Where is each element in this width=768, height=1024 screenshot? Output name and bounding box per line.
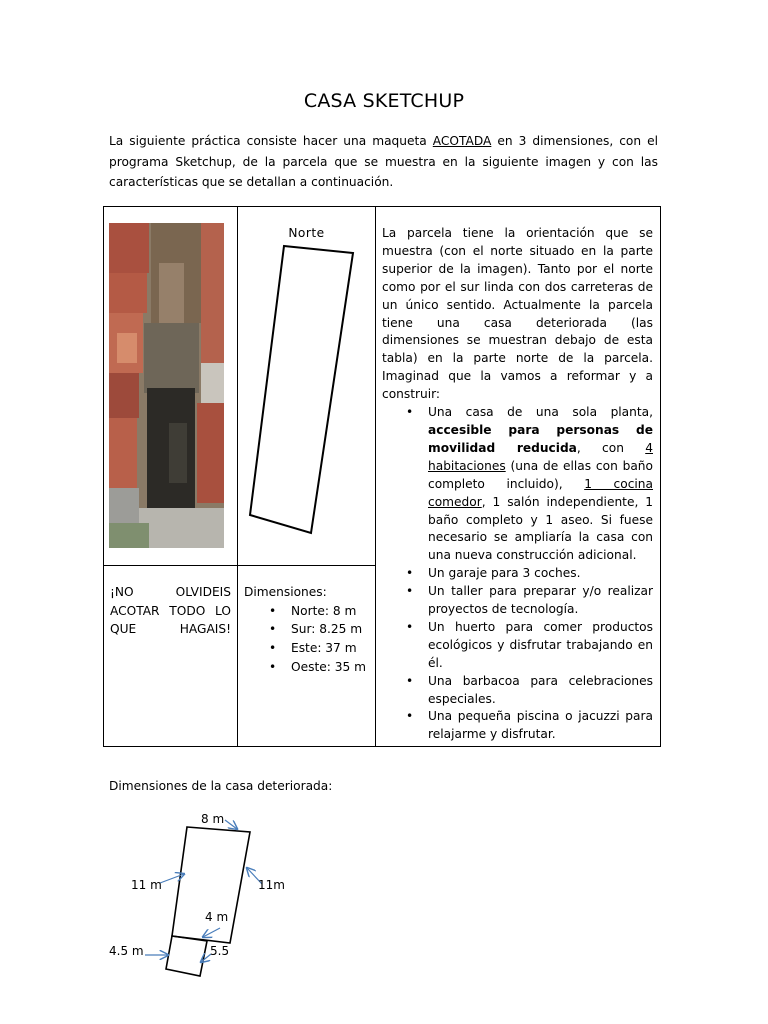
intro-underlined: ACOTADA [432,134,492,148]
list-item: • Sur: 8.25 m [291,620,366,639]
parcel-outline [238,240,375,540]
intro-text-1: La siguiente práctica consiste hacer una maqueta [109,134,433,148]
list-item: • Norte: 8 m [291,602,366,621]
dimensions-block [244,583,366,677]
list-item: • Este: 37 m [291,639,366,658]
intro-text-2: en 3 dimensiones, con el programa Sketchup, de la parcela que se muestra en la siguiente imagen y con las características que se detallan a continuación. [109,134,658,189]
description-paragraph: La parcela tiene la orientación que se muestra (con el norte situado en la parte superior de la imagen). Tanto por el norte como por el sur linda con dos carreteras de un único sentido. Actualmente la parcela tiene una casa deteriorada (las dimensiones se muestran debajo de esta tabla) en la parte norte de la parcela. Imaginad que la vamos a reformar y a construir: [382,226,653,402]
list-item: • Oeste: 35 m [291,658,366,677]
list-item: • Una pequeña piscina o jacuzzi para relajarme y disfrutar. [428,708,653,744]
north-label: Norte [288,226,325,240]
label-right: 11m [258,878,285,892]
label-left: 11 m [131,878,162,892]
house-diagram [100,800,300,990]
label-bottom-left: 4.5 m [109,944,144,958]
intro-paragraph [109,131,658,193]
list-item: • Una casa de una sola planta, accesible para personas de movilidad reducida, con 4 habitaciones (una de ellas con baño completo incluido), 1 cocina comedor, 1 salón independiente, 1 baño completo y 1 aseo. Si fuese necesario se ampliaría la casa con una nueva construcción adicional. [428,404,653,565]
dimensions-list [244,602,366,677]
house-heading: Dimensiones de la casa deteriorada: [109,779,333,793]
list-item: • Un huerto para comer productos ecológicos y disfrutar trabajando en él. [428,619,653,673]
label-bottom-right: 5.5 [210,944,230,958]
dimensions-heading: Dimensiones: [244,585,327,599]
warning-note: ¡NO OLVIDEIS ACOTAR TODO LO QUE HAGAIS! [110,585,231,637]
label-inner: 4 m [205,910,229,924]
page-title: CASA SKETCHUP [303,90,465,112]
requirements-list [382,404,653,744]
list-item: • Un garaje para 3 coches. [428,565,653,583]
list-item: • Una barbacoa para celebraciones especiales. [428,673,653,709]
parcel-description [382,225,653,744]
list-item: • Un taller para preparar y/o realizar proyectos de tecnología. [428,583,653,619]
label-top: 8 m [201,812,225,826]
aerial-photo [109,223,224,548]
